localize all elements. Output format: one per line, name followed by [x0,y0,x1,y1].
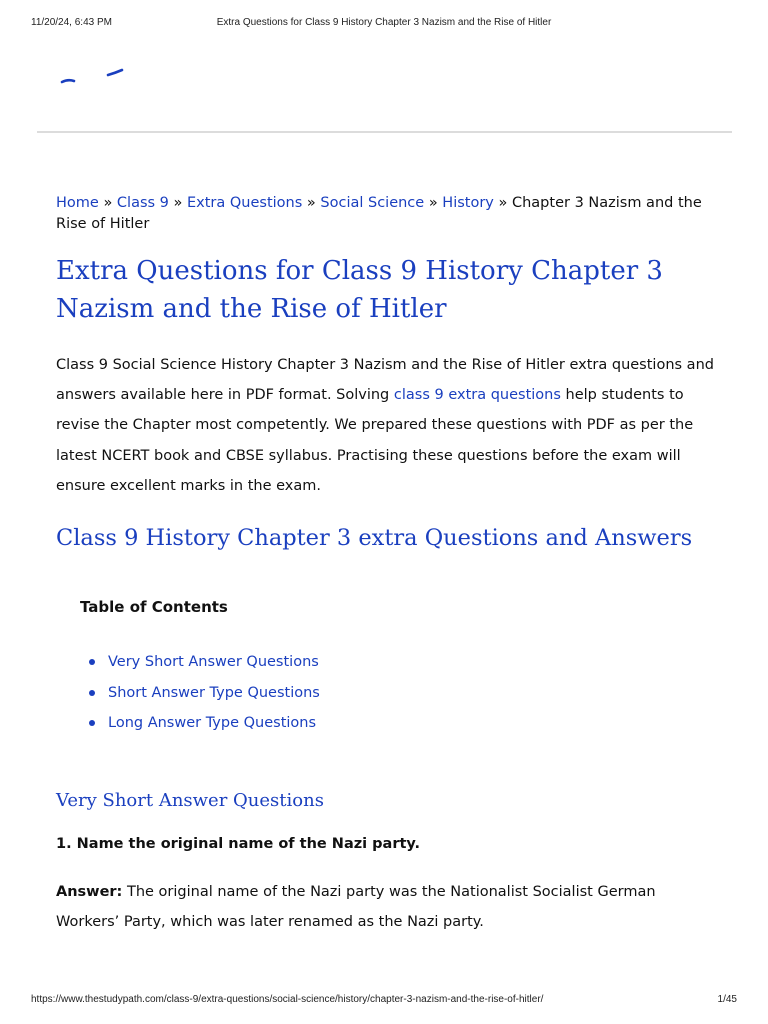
intro-text-1: Class 9 Social Science History Chapter 3 Nazism and the Rise of Hitler extra questions and answers available here in PDF format. Solving [56,357,714,404]
table-of-contents [80,597,716,739]
answer-text: The original name of the Nazi party was the Nationalist Socialist German Workers’ Party, which was later renamed as the Nazi party. [56,883,656,930]
intro-text-2: help students to revise the Chapter most competently. We prepared these questions with PDF as per the latest NCERT book and CBSE syllabus. Practising these questions before the exam will ensure excellent marks in the exam. [56,387,694,494]
answer-1 [56,877,716,937]
answer-label: Answer: [56,883,123,900]
toc-item-short [80,678,716,709]
subsection-heading: Very Short Answer Questions [56,789,324,811]
print-page-number: 1/45 [717,994,737,1005]
page-title: Extra Questions for Class 9 History Chapter 3 Nazism and the Rise of Hitler [56,256,663,324]
toc-link-very-short[interactable]: Very Short Answer Questions [108,654,319,671]
breadcrumb-separator: » [498,195,512,211]
breadcrumb [56,193,716,235]
breadcrumb-home[interactable]: Home [56,195,99,211]
toc-list [80,647,716,739]
breadcrumb-separator: » [428,195,443,211]
breadcrumb-separator: » [103,195,117,211]
breadcrumb-history[interactable]: History [442,195,494,211]
breadcrumb-social-science[interactable]: Social Science [320,195,425,211]
print-datetime: 11/20/24, 6:43 PM [31,17,112,28]
toc-item-long [80,708,716,739]
breadcrumb-current: Chapter 3 Nazism and the Rise of Hitler [56,195,702,232]
site-logo-fragment[interactable] [58,60,128,90]
toc-title: Table of Contents [80,598,228,617]
article [56,193,716,937]
breadcrumb-separator: » [306,195,321,211]
breadcrumb-separator: » [173,195,187,211]
toc-link-short[interactable]: Short Answer Type Questions [108,684,320,701]
print-doc-title: Extra Questions for Class 9 History Chapter 3 Nazism and the Rise of Hitler [216,17,552,28]
breadcrumb-class-9[interactable]: Class 9 [116,195,169,211]
header-divider [37,131,732,133]
question-1: 1. Name the original name of the Nazi party. [56,835,421,852]
section-heading: Class 9 History Chapter 3 extra Questions and Answers [56,525,693,552]
intro-paragraph [56,350,716,501]
print-url: https://www.thestudypath.com/class-9/extra-questions/social-science/history/chapter-3-nazism-and-the-rise-of-hitler/ [31,994,544,1005]
breadcrumb-extra-questions[interactable]: Extra Questions [187,195,303,211]
toc-link-long[interactable]: Long Answer Type Questions [108,715,317,732]
bullet-icon [89,720,95,726]
bullet-icon [89,659,95,665]
bullet-icon [89,690,95,696]
toc-item-very-short [80,647,716,678]
class-9-extra-questions-link[interactable]: class 9 extra questions [393,387,561,404]
